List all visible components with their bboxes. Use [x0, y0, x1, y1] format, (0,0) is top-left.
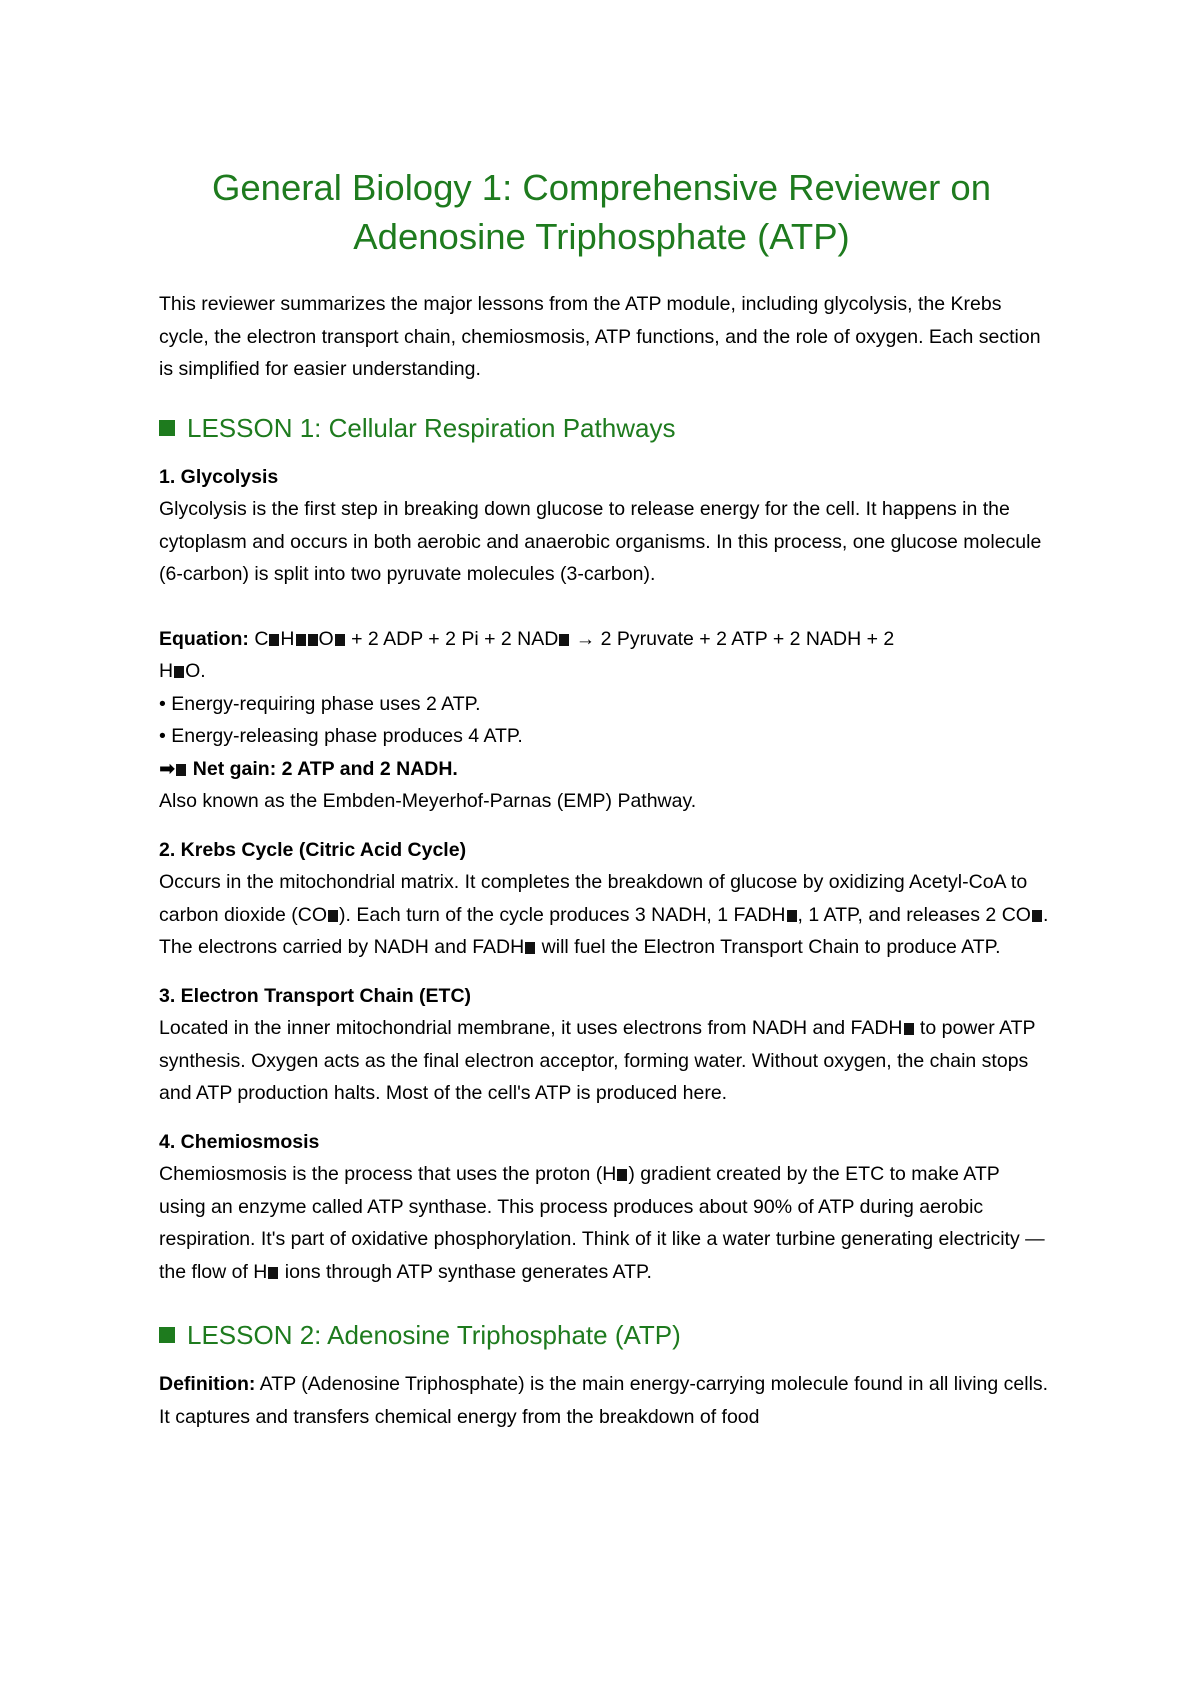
krebs-title: 2. Krebs Cycle (Citric Acid Cycle)	[159, 838, 467, 861]
missing-glyph-icon	[176, 764, 186, 776]
emp-pathway-note: Also known as the Embden-Meyerhof-Parnas (EMP) Pathway.	[159, 790, 697, 812]
eq-water-h: H	[159, 660, 174, 682]
etc-text-1: Located in the inner mitochondrial membrane, it uses electrons from NADH and FADH	[159, 1017, 903, 1039]
missing-glyph-icon	[308, 634, 318, 646]
definition-label: Definition:	[159, 1373, 256, 1395]
glycolysis-bullet-2: • Energy-releasing phase produces 4 ATP.	[159, 725, 523, 747]
krebs-text-4: . The electrons carried by NADH and FADH	[159, 903, 1049, 958]
etc-title: 3. Electron Transport Chain (ETC)	[159, 984, 472, 1007]
square-bullet-icon	[159, 1327, 175, 1343]
title-line-1: General Biology 1: Comprehensive Reviewer on	[211, 167, 992, 208]
eq-hydrogen: H	[280, 627, 295, 650]
krebs-text-2: ). Each turn of the cycle produces 3 NADH, 1 FADH	[339, 903, 786, 926]
chemiosmosis-title: 4. Chemiosmosis	[159, 1130, 320, 1153]
chemiosmosis-text-3: ions through ATP synthase generates ATP.	[279, 1260, 652, 1283]
square-bullet-icon	[159, 420, 175, 436]
missing-glyph-icon	[268, 1267, 278, 1279]
krebs-section	[159, 834, 1050, 964]
document-title	[153, 163, 1050, 261]
lesson-1-heading	[159, 411, 1050, 445]
glycolysis-bullet-1: • Energy-requiring phase uses 2 ATP.	[159, 692, 481, 715]
title-line-2: Adenosine Triphosphate (ATP)	[353, 216, 850, 257]
missing-glyph-icon	[904, 1023, 914, 1035]
missing-glyph-icon	[174, 666, 184, 678]
glycolysis-title: 1. Glycolysis	[159, 465, 279, 488]
krebs-text-5: will fuel the Electron Transport Chain to produce ATP.	[536, 936, 1001, 958]
etc-body	[159, 1012, 1050, 1110]
missing-glyph-icon	[328, 910, 338, 922]
lesson-2-heading	[159, 1318, 1050, 1352]
glycolysis-equation	[159, 623, 1050, 688]
missing-glyph-icon	[1032, 910, 1042, 922]
eq-water-o: O.	[185, 660, 206, 682]
definition-text: ATP (Adenosine Triphosphate) is the main energy-carrying molecule found in all living cells. It captures and transfers chemical energy from the breakdown of food	[159, 1373, 1049, 1428]
krebs-text-3: , 1 ATP, and releases 2 CO	[797, 903, 1031, 926]
atp-definition	[159, 1368, 1050, 1433]
eq-oxygen: O	[318, 627, 334, 650]
net-gain	[159, 753, 1050, 786]
definition-section	[159, 1368, 1050, 1433]
eq-reactants: + 2 ADP + 2 Pi + 2 NAD	[351, 627, 559, 650]
missing-glyph-icon	[559, 634, 569, 646]
arrow-right-icon: ➡	[159, 757, 176, 780]
krebs-body	[159, 866, 1050, 964]
equation-label: Equation:	[159, 627, 249, 650]
missing-glyph-icon	[787, 910, 797, 922]
chemiosmosis-text-1: Chemiosmosis is the process that uses the proton (H	[159, 1163, 617, 1185]
chemiosmosis-body	[159, 1158, 1050, 1288]
etc-section	[159, 980, 1050, 1110]
glycolysis-section	[159, 461, 1050, 818]
net-gain-text: Net gain: 2 ATP and 2 NADH.	[192, 757, 458, 780]
chemiosmosis-section	[159, 1126, 1050, 1289]
missing-glyph-icon	[296, 634, 306, 646]
lesson-2-heading-text: LESSON 2: Adenosine Triphosphate (ATP)	[187, 1320, 681, 1350]
lesson-1-heading-text: LESSON 1: Cellular Respiration Pathways	[187, 412, 676, 443]
missing-glyph-icon	[269, 634, 279, 646]
glycolysis-body: Glycolysis is the first step in breaking down glucose to release energy for the cell. It happens in the cytoplasm and occurs in both aerobic and anaerobic organisms. In this process, one glucose molecule (6-carbon) is split into two pyruvate molecules (3-carbon).	[159, 498, 1042, 585]
eq-carbon: C	[254, 627, 269, 650]
intro-paragraph: This reviewer summarizes the major lessons from the ATP module, including glycolysis, the Krebs cycle, the electron transport chain, chemiosmosis, ATP functions, and the role of oxygen. Each section is simplified for easier understanding.	[159, 293, 1041, 380]
missing-glyph-icon	[525, 942, 535, 954]
missing-glyph-icon	[335, 634, 345, 646]
chemiosmosis-text-2: ) gradient created by the ETC to make ATP using an enzyme called ATP synthase. This process produces about 90% of ATP during aerobic respiration. It's part of oxidative phosphorylation. Think of it like a water turbine generating electricity — the flow of H	[159, 1163, 1045, 1283]
missing-glyph-icon	[617, 1169, 627, 1181]
etc-text-2: to power ATP synthesis. Oxygen acts as the final electron acceptor, forming water. Without oxygen, the chain stops and ATP production halts. Most of the cell's ATP is produced here.	[159, 1017, 1036, 1104]
krebs-text-1: Occurs in the mitochondrial matrix. It completes the breakdown of glucose by oxidizing Acetyl-CoA to carbon dioxide (CO	[159, 871, 1028, 926]
eq-products: → 2 Pyruvate + 2 ATP + 2 NADH + 2	[575, 627, 895, 650]
